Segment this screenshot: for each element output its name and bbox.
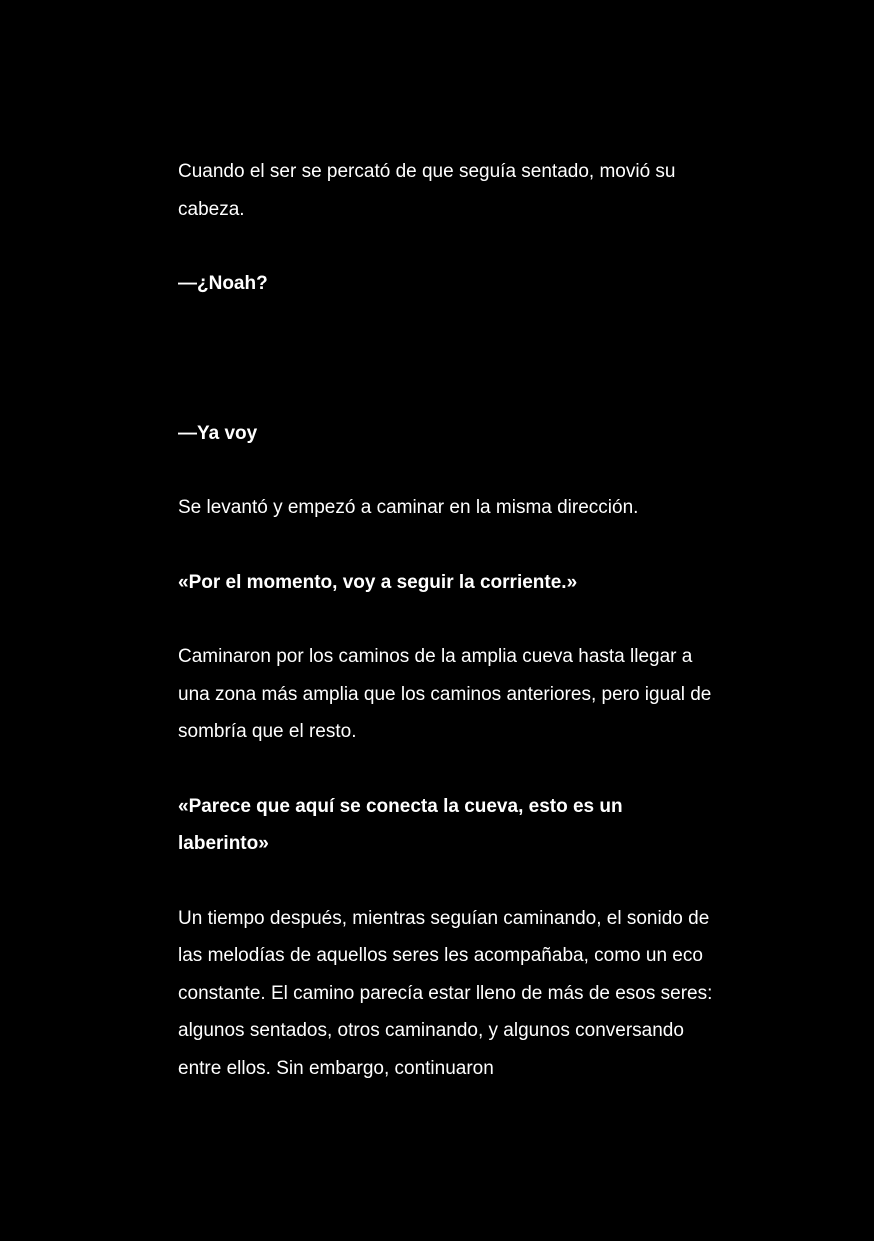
- story-text-column: [178, 153, 718, 1124]
- narration-paragraph: Se levantó y empezó a caminar en la misma dirección.: [178, 497, 639, 518]
- narration-paragraph: Un tiempo después, mientras seguían caminando, el sonido de las melodías de aquellos seres les acompañaba, como un eco constante. El camino parecía estar lleno de más de esos seres: algunos sentados, otros caminando, y algunos conversando entre ellos. Sin embargo, continuaron: [178, 907, 713, 1079]
- dialogue-line-noah: —¿Noah?: [178, 273, 268, 294]
- dialogue-line-ya-voy: —Ya voy: [178, 422, 258, 444]
- inner-thought-line: «Por el momento, voy a seguir la corriente.»: [178, 571, 578, 593]
- blank-gap: [178, 340, 718, 415]
- narration-paragraph: Caminaron por los caminos de la amplia cueva hasta llegar a una zona más amplia que los caminos anteriores, pero igual de sombría que el resto.: [178, 646, 712, 742]
- inner-thought-line: «Parece que aquí se conecta la cueva, esto es un laberinto»: [178, 795, 623, 854]
- narration-paragraph: Cuando el ser se percató de que seguía sentado, movió su cabeza.: [178, 161, 676, 220]
